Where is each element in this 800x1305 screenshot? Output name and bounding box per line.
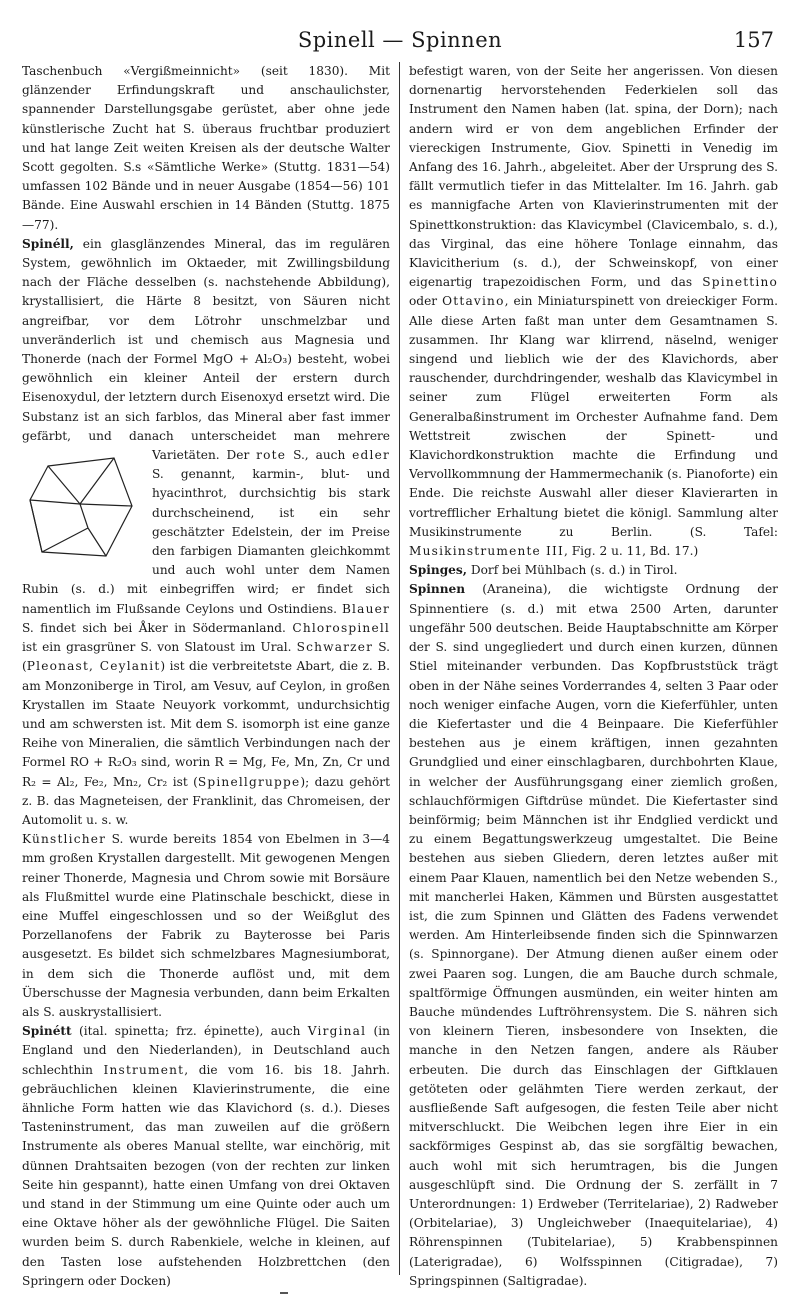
term-spinettino: Spinettino	[702, 275, 778, 290]
term-blauer: Blauer	[341, 601, 390, 616]
article-spinell	[22, 235, 390, 830]
term-spinellgruppe: Spinellgruppe	[197, 774, 301, 789]
term-edler: edler	[352, 448, 390, 463]
article-spinett	[22, 1022, 390, 1291]
text-run: S. (	[22, 640, 390, 674]
term-musikinstrumente: Musikinstrumente III	[409, 544, 564, 559]
page-header	[22, 24, 778, 58]
octahedron-twin-crystal-figure	[22, 448, 142, 566]
text-run: ) ist die verbreitetste Abart, die z. B. am Monzoniberge in Tirol, am Vesuv, auf Ceylon, in großen Krystallen im Staate Neuyork vorkommt, undurchsichtig und am schwersten ist. Mit dem S. isomorph ist eine ganze Reihe von Mineralien, die sämtlich Verbindungen nach der Formel RO + R₂O₃ sind, worin R = Mg, Fe, Mn, Zn, Cr und R₂ = Al₂, Fe₂, Mn₂, Cr₂ ist (	[22, 659, 390, 789]
term-rote: rote	[256, 448, 287, 463]
text-run: (ital. spinetta; frz. épinette), auch	[71, 1024, 308, 1039]
text-run: Taschenbuch «Vergißmeinnicht» (seit 1830). Mit glänzender Erfindungskraft und anschaulichster, spannender Darstellungsgabe gerüstet, aber ohne jede künstlerische Zucht hat S. überaus fruchtbar produziert und hat lange Zeit weiten Kreisen als der deutsche Walter Scott gegolten. S.s «Sämtliche Werke» (Stuttg. 1831—54) umfassen 102 Bände und in neuer Ausgabe (1854—56) 101 Bände. Eine Auswahl erschien in 14 Bänden (Stuttg. 1875—77).	[22, 64, 390, 232]
article-continuation	[22, 62, 390, 235]
footer-mark	[280, 1292, 288, 1294]
entry-heading-spinett: Spinétt	[22, 1024, 72, 1039]
crystal-figure	[22, 448, 142, 566]
text-run: S. genannt, karmin-, blut- und hyacinthrot, durchsichtig bis stark durchscheinend, ist ein sehr geschätzter Edelstein, der im Preise den farbigen Diamanten gleichkommt und auch wohl unter dem Namen Rubin (s. d.) mit einbegriffen wird; er findet sich namentlich im Flußsande Ceylons und Ostindiens.	[22, 467, 390, 616]
text-run: , Fig. 2 u. 11, Bd. 17.)	[563, 544, 699, 559]
page-number: 157	[733, 28, 774, 52]
column-divider	[399, 62, 400, 1275]
article-kuenstlicher	[22, 830, 390, 1022]
text-run: ); dazu gehört z. B. das Magneteisen, der Franklinit, das Chromeisen, der Automolit u. s. w.	[22, 774, 390, 827]
text-run: oder	[409, 294, 443, 309]
term-kuenstlicher: Künstlicher	[22, 832, 107, 847]
term-pleonast: Pleonast, Ceylanit	[26, 659, 161, 674]
text-run: S., auch	[286, 448, 353, 463]
text-run: ein glasglänzendes Mineral, das im regulären System, gewöhnlich im Oktaeder, mit Zwillingsbildung nach der Fläche desselben (s. nachstehende Abbildung), krystallisiert, die Härte 8 besitzt, von Säuren nicht angreifbar, vor dem Lötrohr unschmelzbar und unveränderlich ist und chemisch aus Magnesia und Thonerde (nach der Formel MgO + Al₂O₃) besteht, wobei gewöhnlich ein kleiner Anteil der erstern durch Eisenoxydul, der letztern durch Eisenoxyd ersetzt wird. Die Substanz ist an sich farblos, das Mineral aber fast immer gefärbt, und danach unterscheidet man mehrere Varietäten. Der	[22, 236, 390, 463]
right-column	[409, 62, 778, 1295]
page-title: Spinell — Spinnen	[297, 28, 503, 52]
text-run: Dorf bei Mühlbach (s. d.) in Tirol.	[466, 563, 678, 578]
text-run: (in England und den Niederlanden), in Deutschland auch schlechthin	[22, 1024, 390, 1077]
left-column	[22, 62, 390, 1295]
article-spinnen	[409, 580, 778, 1291]
term-instrument: Instrument	[103, 1062, 185, 1077]
entry-heading-spinges: Spinges,	[409, 563, 467, 578]
article-spinges	[409, 561, 778, 580]
text-run: S. wurde bereits 1854 von Ebelmen in 3—4 mm großen Krystallen dargestellt. Mit gewogenen Mengen reiner Thonerde, Magnesia und Chrom sowie mit Borsäure als Flußmittel wurde eine Platinschale beschickt, diese in eine Muffel eingeschlossen und so der Weißglut des Porzellanofens der Fabrik zu Bayterosse bei Paris ausgesetzt. Es bildet sich schmelzbares Magnesiumborat, in dem sich die Thonerde auflöst und, mit dem Überschusse der Magnesia verbunden, dann beim Erkalten als S. auskrystallisiert.	[22, 832, 390, 1019]
term-ottavino: Ottavino	[442, 294, 505, 309]
term-schwarzer: Schwarzer	[296, 640, 374, 655]
entry-heading-spinell: Spinéll,	[22, 236, 74, 251]
text-run: , die vom 16. bis 18. Jahrh. gebräuchlichen kleinen Klavierinstrumente, die eine ähnliche Form hatten wie das Klavichord (s. d.). Dieses Tasteninstrument, das man zuweilen auf die größern Instrumente als oberes Manual stellte, war einchörig, mit dünnen Drahtsaiten bezogen (von der rechten zur linken Seite hin gespannt), hatte einen Umfang von drei Oktaven und stand in der Stimmung um eine Quinte oder auch um eine Oktave höher als der gewöhnliche Flügel. Die Saiten wurden beim S. durch Rabenkiele, welche in kleinen, auf den Tasten lose aufstehenden Holzbrettchen (den Springern oder Docken)	[22, 1062, 390, 1288]
text-run: befestigt waren, von der Seite her angerissen. Von diesen dornenartig hervorstehenden Federkielen soll das Instrument den Namen haben (lat. spina, der Dorn); nach andern wird er von dem angeblichen Erfinder der viereckigen Instrumente, Giov. Spinetti in Venedig im Anfang des 16. Jahrh., abgeleitet. Aber der Ursprung des S. fällt vermutlich tiefer in das Mittelalter. Im 16. Jahrh. gab es mannigfache Arten von Klavierinstrumenten mit der Spinettkonstruktion: das Klavicymbel (Clavicembalo, s. d.), das Virginal, das eine höhere Tonlage einnahm, das Klavicitherium (s. d.), der Schweinskopf, von einer eigenartig trapezoidischen Form, und das	[409, 64, 778, 290]
term-chlorospinell: Chlorospinell	[292, 620, 390, 635]
text-columns	[22, 62, 778, 1295]
text-run: , ein Miniaturspinett von dreieckiger Form. Alle diese Arten faßt man unter dem Gesamtnamen S. zusammen. Ihr Klang war klirrend, näselnd, weniger singend und lieblich wie der des Klavichords, aber rauschender, durchdringender, weshalb das Klavicymbel in seiner zum Flügel erweiterten Form als Generalbaßinstrument im Orchester Aufnahme fand. Dem Wettstreit zwischen der Spinett- und Klavichordkonstruktion machte die Erfindung und Vervollkommnung der Hammermechanik (s. Pianoforte) ein Ende. Die reichste Auswahl aller dieser Klavierarten in vortrefflicher Erhaltung bietet die königl. Sammlung alter Musikinstrumente zu Berlin. (S. Tafel:	[409, 294, 778, 539]
text-run: ist ein grasgrüner S. von Slatoust im Ural.	[22, 640, 297, 655]
text-run: (Araneina), die wichtigste Ordnung der Spinnentiere (s. d.) mit etwa 2500 Arten, darunter ungefähr 500 deutschen. Beide Hauptabschnitte am Körper der S. sind ungegliedert und durch einen kurzen, dünnen Stiel miteinander verbunden. Das Kopfbruststück trägt oben in der Nähe seines Vorderrandes 4, selten 3 Paar oder noch weniger einfache Augen, vorn die Kieferfühler, unten die Kiefertaster und die 4 Beinpaare. Die Kieferfühler bestehen aus je einem kräftigen, innen gezahnten Grundglied und einer einschlagbaren, durchbohrten Klaue, in welcher der Ausführungsgang einer ziemlich großen, schlauchförmigen Giftdrüse mündet. Die Kiefertaster sind beinförmig; beim Männchen ist ihr Endglied verdickt und zu einem Begattungswerkzeug umgestaltet. Die Beine bestehen aus sieben Gliedern, deren letztes außer mit einem Paar Klauen, namentlich bei den Netze webenden S., mit mancherlei Haken, Kämmen und Bürsten ausgestattet ist, die zum Spinnen und Glätten des Fadens verwendet werden. Am Hinterleibsende finden sich die Spinnwarzen (s. Spinnorgane). Der Atmung dienen außer einem oder zwei Paaren sog. Lungen, die am Bauche durch schmale, spaltförmige Öffnungen ausmünden, ein weiter hinten am Bauche mündendes Luftröhrensystem. Die S. nähren sich von kleinern Tieren, insbesondere von Insekten, die manche in den Netzen fangen, andere als Räuber erbeuten. Die durch das Einschlagen der Giftklauen getöteten oder gelähmten Tiere werden zerkaut, der ausfließende Saft aufgesogen, die festen Teile aber nicht mitverschluckt. Die Weibchen legen ihre Eier in ein sackförmiges Gespinst ab, das sie sorgfältig bewachen, auch wohl mit sich herumtragen, bis die Jungen ausgeschlüpft sind. Die Ordnung der S. zerfällt in 7 Unterordnungen: 1) Erdweber (Territelariae), 2) Radweber (Orbitelariae), 3) Ungleichweber (Inaequitelariae), 4) Röhrenspinnen (Tubitelariae), 5) Krabbenspinnen (Laterigradae), 6) Wolfsspinnen (Citigradae), 7) Springspinnen (Saltigradae).	[409, 582, 778, 1288]
entry-heading-spinnen: Spinnen	[409, 582, 466, 597]
article-spinett-continued	[409, 62, 778, 561]
term-virginal: Virginal	[307, 1024, 367, 1039]
text-run: S. findet sich bei Åker in Södermanland.	[22, 620, 293, 635]
